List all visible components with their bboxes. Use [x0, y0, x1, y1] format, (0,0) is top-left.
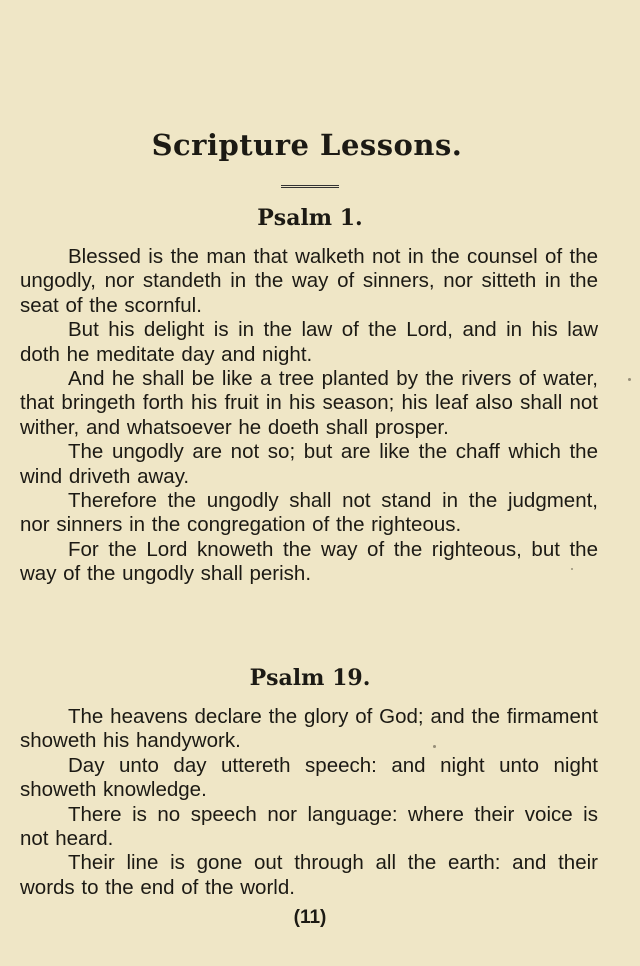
page-number: (11)	[293, 907, 327, 928]
verse: Therefore the ungodly shall not stand in the judgment, nor sinners in the congregation of the righteous.	[20, 489, 598, 537]
title-divider	[281, 185, 339, 188]
verse: And he shall be like a tree planted by the rivers of water, that bringeth forth his fruit in his season; his leaf also shall not wither, and whatsoever he doeth shall prosper.	[20, 367, 598, 439]
psalm-heading: Psalm 19.	[249, 665, 371, 691]
psalm-heading: Psalm 1.	[257, 205, 363, 231]
paper-speck	[571, 568, 573, 570]
verse: There is no speech nor language: where their voice is not heard.	[20, 802, 598, 851]
verse: The ungodly are not so; but are like the chaff which the wind driveth away.	[20, 440, 598, 488]
paper-speck	[433, 745, 436, 748]
verse: Day unto day uttereth speech: and night unto night showeth knowledge.	[20, 753, 598, 802]
verse: The heavens declare the glory of God; and the firmament showeth his handywork.	[20, 705, 598, 753]
verse: But his delight is in the law of the Lord, and in his law doth he meditate day and night.	[20, 318, 598, 366]
verse: For the Lord knoweth the way of the righteous, but the way of the ungodly shall perish.	[20, 537, 598, 586]
verse: Their line is gone out through all the earth: and their words to the end of the world.	[20, 851, 598, 899]
verse: Blessed is the man that walketh not in the counsel of the ungodly, nor standeth in the way of sinners, nor sitteth in the seat of the scornful.	[20, 245, 598, 317]
page-title: Scripture Lessons.	[151, 128, 463, 162]
psalm-text	[20, 245, 598, 587]
psalm-text	[20, 705, 598, 900]
paper-speck	[628, 378, 631, 381]
